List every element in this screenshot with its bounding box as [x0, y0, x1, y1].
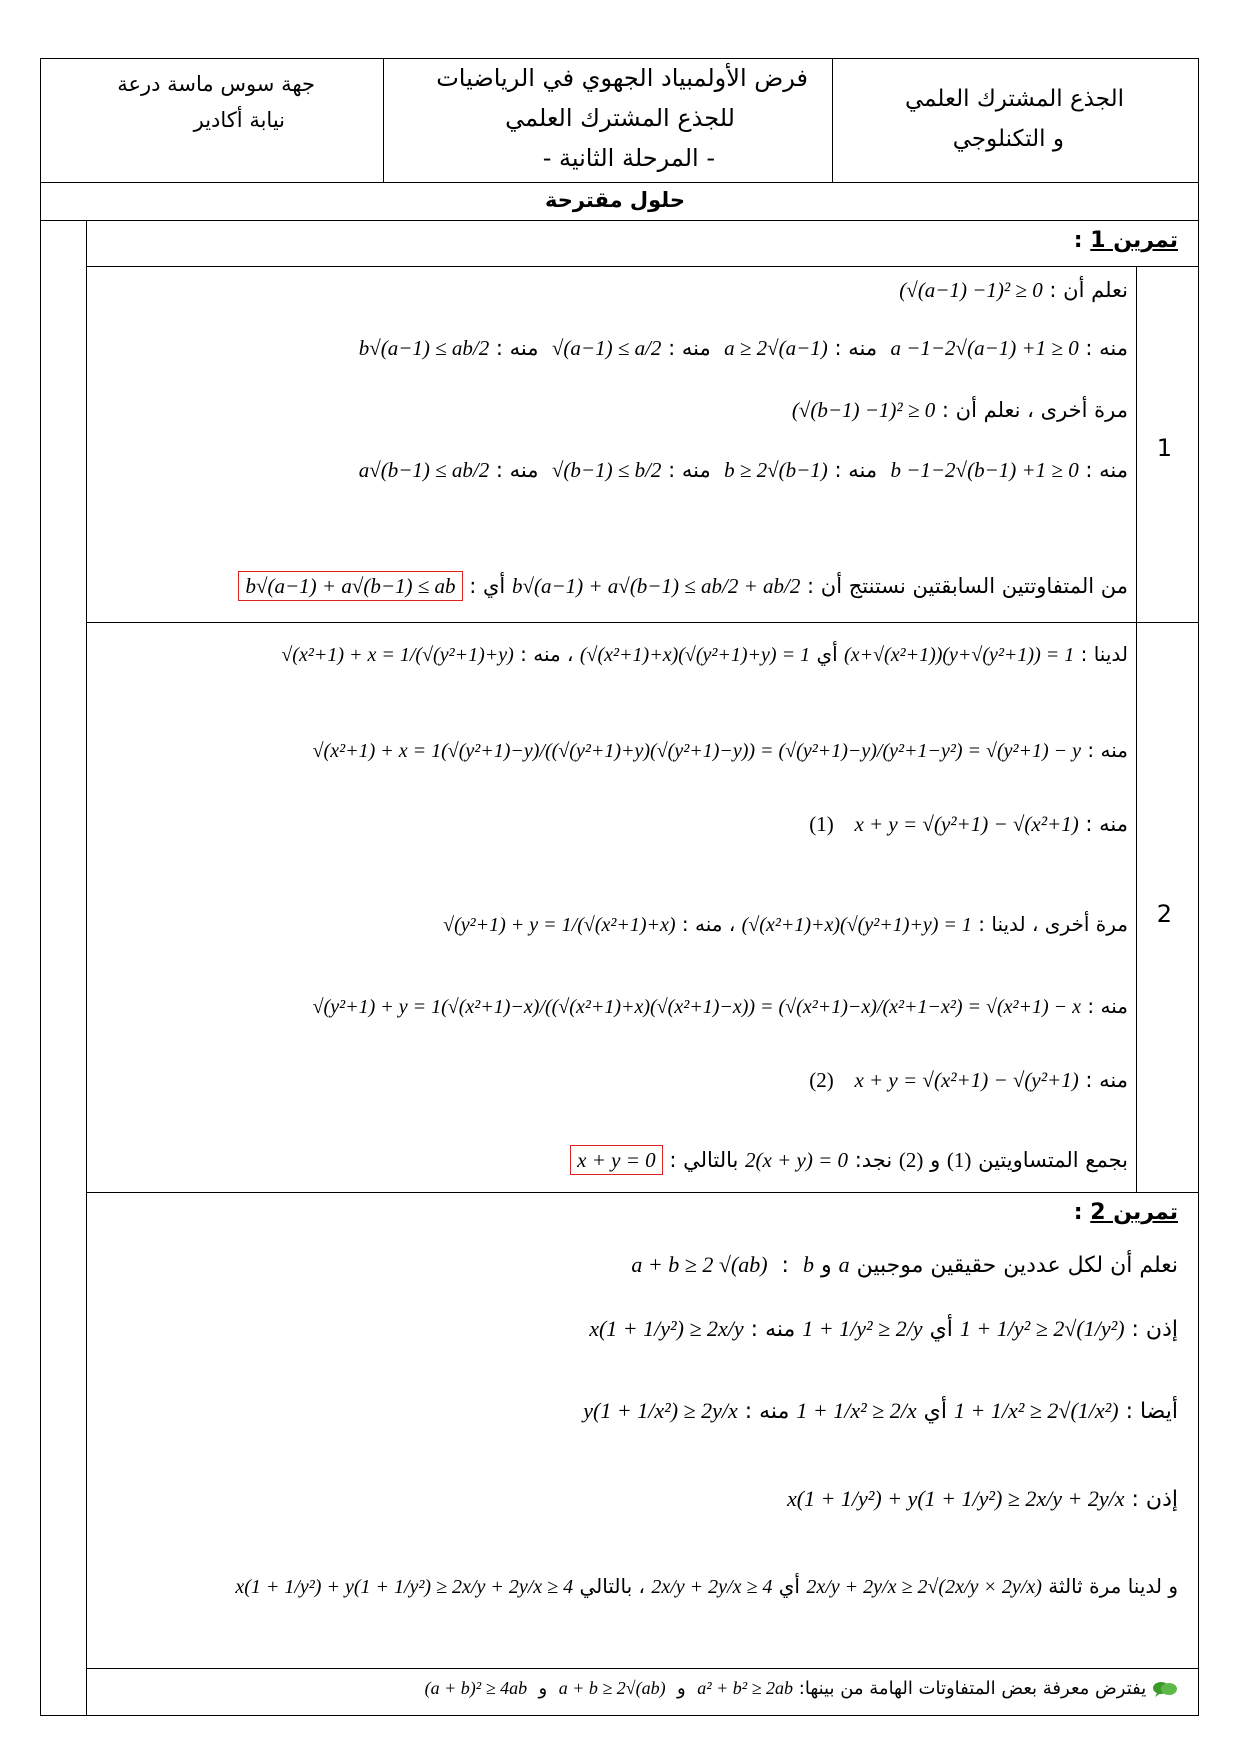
- ex2-line2: [589, 1316, 1178, 1343]
- header-bottom-line: [40, 182, 1199, 183]
- ex2-title: [1074, 1200, 1178, 1226]
- q1-l2-minhu-c: منه :: [495, 336, 546, 360]
- q2-l1-minhu: ، منه :: [520, 642, 574, 666]
- q1-q2-line: [86, 622, 1199, 623]
- ex2-line1: [631, 1252, 1178, 1279]
- ex2-l3-text: أيضا :: [1125, 1399, 1178, 1424]
- q1-l2-text: منه :: [1085, 336, 1128, 360]
- ex2-l2-ay: أي: [929, 1317, 953, 1342]
- ex2-l5-m3: x(1 + 1/y²) + y(1 + 1/y²) ≥ 2x/y + 2y/x ≥ 4: [235, 1576, 574, 1598]
- subtitle: حلول مقترحة: [544, 188, 685, 212]
- header-right-line1: الجذع المشترك العلمي: [904, 86, 1124, 112]
- q1-line4: [359, 458, 1128, 483]
- q1-l1-math: (√(a−1) −1)² ≥ 0: [899, 278, 1043, 302]
- ex2-l2-minhu: منه :: [750, 1317, 796, 1342]
- q1-l4-minhu-b: منه :: [668, 458, 718, 482]
- q2-number: 2: [1156, 900, 1172, 928]
- header-left-line1: جهة سوس ماسة درعة: [117, 72, 315, 96]
- speech-bubble-icon: [1152, 1680, 1178, 1698]
- ex2-l1-math: a + b ≥ 2 √(ab): [631, 1252, 768, 1277]
- q2-l3-text: منه :: [1085, 812, 1128, 836]
- q1-l3-math: (√(b−1) −1)² ≥ 0: [791, 398, 936, 422]
- ex2-l1-colon: :: [774, 1253, 796, 1278]
- q2-l1-m2: (√(x²+1)+x)(√(y²+1)+y) = 1: [579, 644, 811, 666]
- q2-l7-math: 2(x + y) = 0: [745, 1148, 849, 1172]
- ex2-l4-math: x(1 + 1/y²) + y(1 + 1/y²) ≥ 2x/y + 2y/x: [786, 1486, 1125, 1511]
- q2-l1-m1: (x+√(x²+1))(y+√(y²+1)) = 1: [844, 644, 1075, 666]
- q1-l4-minhu-c: منه :: [495, 458, 546, 482]
- q2-l6-text: منه :: [1085, 1068, 1128, 1092]
- ex1-title-colon: :: [1073, 228, 1091, 253]
- q1-l4-m4: a√(b−1) ≤ ab/2: [358, 458, 490, 482]
- q2-line3: [809, 812, 1128, 837]
- ex2-l5-m2: 2x/y + 2y/x ≥ 4: [651, 1576, 773, 1598]
- ex2-note-m2: a + b ≥ 2√(ab): [558, 1678, 666, 1698]
- q1-number: 1: [1156, 434, 1172, 462]
- header-left-line2: نيابة أكادير: [193, 108, 285, 132]
- ex1-title-text: تمرين 1: [1090, 228, 1178, 253]
- ex2-l5-m1: 2x/y + 2y/x ≥ 2√(2x/y × 2y/x): [806, 1576, 1042, 1598]
- q2-l4-m1: (√(x²+1)+x)(√(y²+1)+y) = 1: [741, 914, 972, 936]
- header-center-line1: فرض الأولمبياد الجهوي في الرياضيات: [436, 64, 808, 92]
- ex1-title-line: [86, 266, 1199, 267]
- ex2-l3-minhu: منه :: [744, 1399, 790, 1424]
- ex2-line4: [787, 1486, 1178, 1513]
- q2-l1-m3: √(x²+1) + x = 1/(√(y²+1)+y): [281, 644, 514, 666]
- ex2-note-m3: (a + b)² ≥ 4ab: [424, 1678, 528, 1698]
- note-line: [86, 1668, 1199, 1669]
- q2-l2-math: √(x²+1) + x = 1(√(y²+1)−y)/((√(y²+1)+y)(√(y²+1)−y)) = (√(y²+1)−y)/(y²+1−y²) = √(y²+1) − y: [312, 740, 1082, 762]
- ex2-l3-ay: أي: [923, 1399, 947, 1424]
- q1-l4-text: منه :: [1085, 458, 1128, 482]
- number-column-line: [1136, 266, 1137, 1192]
- q1-l4-minhu-a: منه :: [834, 458, 884, 482]
- q2-line1: [281, 642, 1128, 667]
- ex2-l2-m1: 1 + 1/y² ≥ 2√(1/y²): [959, 1316, 1125, 1341]
- q1-line2: [359, 336, 1128, 361]
- q2-l4-minhu: ، منه :: [681, 912, 736, 936]
- q2-line5: [313, 994, 1128, 1019]
- q1-l2-m1: a −1−2√(a−1) +1 ≥ 0: [890, 336, 1079, 360]
- subtitle-bottom-line: [40, 220, 1199, 221]
- q2-l5-math: √(y²+1) + y = 1(√(x²+1)−x)/((√(x²+1)+x)(√(x²+1)−x)) = (√(x²+1)−x)/(x²+1−x²) = √(x²+1) − x: [312, 996, 1082, 1018]
- q2-l6-math: x + y = √(x²+1) − √(y²+1): [854, 1068, 1079, 1092]
- q1-line5: [238, 574, 1128, 599]
- q2-l7-and: و: [930, 1148, 941, 1172]
- q2-line7: [570, 1148, 1128, 1173]
- ex2-l3-m3: y(1 + 1/x²) ≥ 2y/x: [583, 1398, 738, 1423]
- header-center-line3: - المرحلة الثانية -: [542, 144, 715, 172]
- ex2-l2-text: إذن :: [1131, 1317, 1178, 1342]
- ex2-note-text: يفترض معرفة بعض المتفاوتات الهامة من بينها:: [798, 1678, 1147, 1699]
- ex1-title: [1074, 228, 1178, 254]
- q1-l2-minhu-b: منه :: [668, 336, 718, 360]
- ex2-line5: [235, 1574, 1178, 1599]
- ex2-note-m1: a² + b² ≥ 2ab: [697, 1678, 794, 1698]
- q1-l3-text: مرة أخرى ، نعلم أن :: [941, 398, 1128, 422]
- q1-l4-m1: b −1−2√(b−1) +1 ≥ 0: [890, 458, 1079, 482]
- q1-line1: [899, 278, 1128, 303]
- q2-l1-text: لدينا :: [1080, 642, 1128, 666]
- ex2-l2-m2: 1 + 1/y² ≥ 2/y: [802, 1316, 923, 1341]
- ex2-l2-m3: x(1 + 1/y²) ≥ 2x/y: [589, 1316, 744, 1341]
- q2-l7-najid: نجد:: [854, 1148, 893, 1172]
- ex2-l3-m1: 1 + 1/x² ≥ 2√(1/x²): [953, 1398, 1119, 1423]
- header-divider-2: [383, 58, 384, 182]
- ex1-end-line: [86, 1192, 1199, 1193]
- ex2-l5-ay: أي: [778, 1574, 800, 1598]
- q2-l6-tag: (2): [809, 1068, 834, 1092]
- q2-l3-math: x + y = √(y²+1) − √(x²+1): [854, 812, 1079, 836]
- header-right-line2: و التكنلوجي: [952, 126, 1064, 152]
- ex2-l3-m2: 1 + 1/x² ≥ 2/x: [796, 1398, 917, 1423]
- ex2-line3: [583, 1398, 1178, 1425]
- q1-l5-math: b√(a−1) + a√(b−1) ≤ ab/2 + ab/2: [511, 574, 801, 598]
- outer-frame: [40, 58, 1199, 1716]
- q2-l1-ay: أي: [816, 642, 838, 666]
- q1-l5-ay: أي :: [469, 574, 506, 598]
- q1-line3: [792, 398, 1128, 423]
- ex2-note-and-b: و: [532, 1678, 553, 1699]
- q1-l1-text: نعلم أن :: [1049, 278, 1128, 302]
- q1-l2-minhu-a: منه :: [834, 336, 884, 360]
- q1-l5-result: b√(a−1) + a√(b−1) ≤ ab: [238, 571, 462, 601]
- q1-l2-m3: √(a−1) ≤ a/2: [551, 336, 662, 360]
- q2-l7-tag1: (1): [946, 1148, 972, 1172]
- q1-l2-m2: a ≥ 2√(a−1): [724, 336, 828, 360]
- q2-l7-result-text: بالتالي :: [669, 1148, 739, 1172]
- ex2-l5-final-text: ، بالتالي: [579, 1574, 645, 1598]
- q2-l7-tag2: (2): [898, 1148, 924, 1172]
- ex2-l5-text: و لدينا مرة ثالثة: [1048, 1574, 1178, 1598]
- ex2-note: [425, 1678, 1178, 1700]
- q1-l4-m3: √(b−1) ≤ b/2: [551, 458, 662, 482]
- q2-l3-tag: (1): [809, 812, 834, 836]
- q2-l4-m2: √(y²+1) + y = 1/(√(x²+1)+x): [443, 914, 676, 936]
- q1-l5-text: من المتفاوتتين السابقتين نستنتج أن :: [807, 574, 1128, 598]
- q2-l7-text1: بجمع المتساويتين: [978, 1148, 1128, 1172]
- q2-l5-text: منه :: [1087, 994, 1128, 1018]
- header-divider-1: [832, 58, 833, 182]
- q2-line2: [313, 738, 1128, 763]
- ex2-title-colon: :: [1073, 1200, 1091, 1225]
- ex2-l1-b: b: [802, 1252, 814, 1277]
- ex2-l1-text: نعلم أن لكل عددين حقيقين موجبين: [856, 1253, 1178, 1278]
- left-margin-column: [86, 220, 87, 1716]
- ex2-l1-and: و: [820, 1253, 832, 1278]
- ex2-title-text: تمرين 2: [1090, 1200, 1178, 1225]
- ex2-note-and-a: و: [671, 1678, 692, 1699]
- q2-line6: [809, 1068, 1128, 1093]
- header-center-line2: للجذع المشترك العلمي: [505, 104, 735, 132]
- q1-l4-m2: b ≥ 2√(b−1): [724, 458, 828, 482]
- q2-l4-text: مرة أخرى ، لدينا :: [978, 912, 1128, 936]
- q2-l7-result: x + y = 0: [570, 1145, 662, 1175]
- ex2-l4-text: إذن :: [1131, 1487, 1178, 1512]
- q1-l2-m4: b√(a−1) ≤ ab/2: [358, 336, 490, 360]
- q2-line4: [443, 912, 1128, 937]
- q2-l2-text: منه :: [1087, 738, 1128, 762]
- ex2-l1-a: a: [838, 1252, 850, 1277]
